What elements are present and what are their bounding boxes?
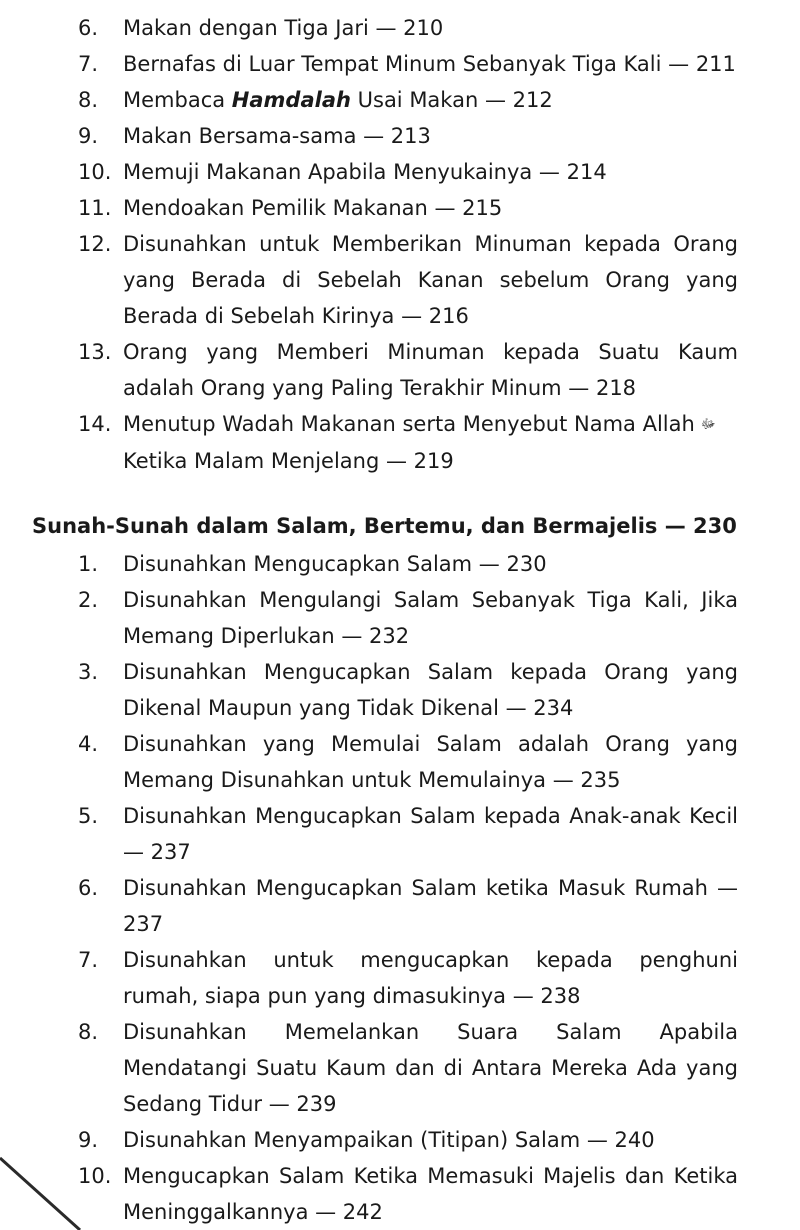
entry-number: 1.: [78, 552, 99, 576]
entry-emphasis-hamdalah: Hamdalah: [231, 88, 351, 112]
entry-text: Disunahkan Menyampaikan (Titipan) Salam — 240: [123, 1128, 655, 1152]
toc-entry: [78, 226, 738, 334]
entry-number: 10.: [78, 160, 112, 184]
toc-entry: [78, 942, 738, 1014]
entry-number: 14.: [78, 412, 112, 436]
toc-entry: [78, 10, 738, 46]
entry-text: Disunahkan untuk mengucapkan kepada penghuni rumah, siapa pun yang dimasukinya — 238: [123, 948, 738, 1008]
entry-text: Orang yang Memberi Minuman kepada Suatu Kaum adalah Orang yang Paling Terakhir Minum — 218: [123, 340, 738, 400]
entry-number: 10.: [78, 1164, 112, 1188]
toc-entry: [78, 46, 738, 82]
entry-number: 13.: [78, 340, 112, 364]
entry-number: 6.: [78, 16, 99, 40]
toc-entry: [78, 1122, 738, 1158]
toc-list-salam: [78, 546, 738, 1230]
entry-number: 9.: [78, 124, 99, 148]
section-heading: Sunah-Sunah dalam Salam, Bertemu, dan Bermajelis — 230: [32, 514, 737, 538]
entry-number: 12.: [78, 232, 112, 256]
toc-list-eating: [78, 10, 738, 479]
toc-entry: [78, 406, 738, 479]
toc-entry: [78, 546, 738, 582]
entry-number: 2.: [78, 588, 99, 612]
entry-number: 7.: [78, 948, 99, 972]
toc-entry: [78, 82, 738, 118]
entry-text: Bernafas di Luar Tempat Minum Sebanyak Tiga Kali — 211: [123, 52, 736, 76]
entry-text: Makan Bersama-sama — 213: [123, 124, 431, 148]
toc-entry: [78, 1158, 738, 1230]
entry-text-suffix: Usai Makan — 212: [350, 88, 553, 112]
entry-text: Disunahkan Mengucapkan Salam — 230: [123, 552, 547, 576]
entry-number: 5.: [78, 804, 99, 828]
page-edge-shadow: [0, 1140, 120, 1230]
entry-text-prefix: Menutup Wadah Makanan serta Menyebut Nama Allah: [123, 412, 695, 436]
entry-number: 4.: [78, 732, 99, 756]
entry-number: 3.: [78, 660, 99, 684]
entry-text: Disunahkan Mengucapkan Salam ketika Masuk Rumah — 237: [123, 876, 738, 936]
toc-entry: [78, 154, 738, 190]
toc-entry: [78, 190, 738, 226]
entry-number: 6.: [78, 876, 99, 900]
entry-number: 8.: [78, 1020, 99, 1044]
entry-text: Makan dengan Tiga Jari — 210: [123, 16, 444, 40]
entry-number: 7.: [78, 52, 99, 76]
entry-text-suffix: Ketika Malam Menjelang — 219: [123, 449, 454, 473]
entry-text: Disunahkan Mengucapkan Salam kepada Anak-anak Kecil — 237: [123, 804, 738, 864]
toc-entry: [78, 1014, 738, 1122]
toc-entry: [78, 582, 738, 654]
entry-number: 8.: [78, 88, 99, 112]
entry-text: Disunahkan yang Memulai Salam adalah Orang yang Memang Disunahkan untuk Memulainya — 235: [123, 732, 738, 792]
arabic-honorific-glyph: ﷻ: [700, 417, 716, 432]
toc-entry: [78, 118, 738, 154]
entry-text: [123, 88, 553, 112]
entry-text: Disunahkan Mengucapkan Salam kepada Orang yang Dikenal Maupun yang Tidak Dikenal — 234: [123, 660, 738, 720]
toc-entry: [78, 726, 738, 798]
page-edge-line: [0, 1158, 80, 1230]
entry-text: Disunahkan untuk Memberikan Minuman kepada Orang yang Berada di Sebelah Kanan sebelum Orang yang Berada di Sebelah Kirinya — 216: [123, 232, 738, 328]
entry-number: 11.: [78, 196, 112, 220]
toc-entry: [78, 870, 738, 942]
toc-entry: [78, 654, 738, 726]
entry-text: Mendoakan Pemilik Makanan — 215: [123, 196, 503, 220]
entry-text: [123, 412, 716, 473]
entry-text: Memuji Makanan Apabila Menyukainya — 214: [123, 160, 607, 184]
entry-text-prefix: Membaca: [123, 88, 232, 112]
entry-text: Mengucapkan Salam Ketika Memasuki Majelis dan Ketika Meninggalkannya — 242: [123, 1164, 738, 1224]
toc-entry: [78, 334, 738, 406]
toc-entry: [78, 798, 738, 870]
entry-text: Disunahkan Memelankan Suara Salam Apabila Mendatangi Suatu Kaum dan di Antara Mereka Ada yang Sedang Tidur — 239: [123, 1020, 738, 1116]
entry-text: Disunahkan Mengulangi Salam Sebanyak Tiga Kali, Jika Memang Diperlukan — 232: [123, 588, 738, 648]
entry-number: 9.: [78, 1128, 99, 1152]
